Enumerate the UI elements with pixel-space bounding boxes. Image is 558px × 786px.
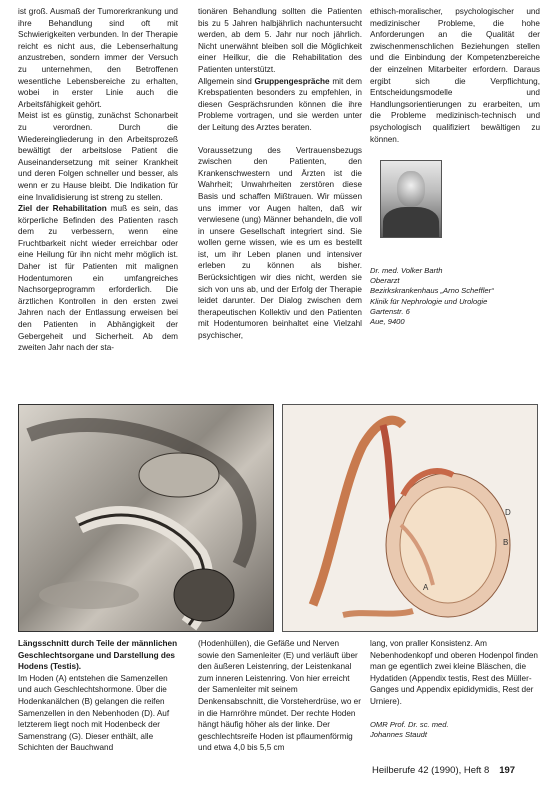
author-street: Gartenstr. 6 — [370, 306, 410, 316]
author-title: Oberarzt — [370, 276, 400, 286]
author-name: Dr. med. Volker Barth — [370, 266, 443, 275]
signature-line-1: OMR Prof. Dr. sc. med. — [370, 719, 449, 729]
testis-illustration — [282, 404, 538, 632]
anatomical-section-illustration — [18, 404, 274, 632]
caption-heading: Längsschnitt durch Teile der männlichen Geschlechtsorgane und Darstellung des Hodens (Testis). — [18, 639, 178, 672]
author-portrait — [380, 160, 442, 238]
caption-column-3 — [370, 638, 540, 740]
author-clinic: Klinik für Nephrologie und Urologie — [370, 296, 488, 306]
caption-column-1 — [18, 638, 182, 754]
paragraph-text: muß es sein, das körperliche Befinden des Patienten rasch dem zu verbessern, wenn eine Fruchtbarkeit nicht wieder erreichbar oder eine Heilung für ihn nicht mehr möglich ist. Daher ist für Patienten mit malignen Hodentumoren ein umfangreiches Nachsorgeprogramm erforderlich. Die ärztlichen Kontrollen in den ersten zwei Jahren nach der Entlassung erweisen bei den Patienten in Abhängigkeit der Gebergeheit und Sicherheit. Ab dem zweiten Jahr nach der sta- — [18, 204, 178, 353]
bold-term: Gruppengespräche — [254, 76, 330, 86]
caption-column-2 — [198, 638, 362, 754]
paragraph: Voraussetzung des Vertrauensbezugs zwischen den Patienten, den Krankenschwestern und Ärzten ist die Wahrheit; Unwahrheiten zerstören diese Basis und schaffen Mißtrauen. Wir müssen uns immer vor Augen halten, daß wir verwiesene (ung) Männer behandeln, die voll in unsere Gesellschaft integriert sind. Sie wollen gerne wissen, wie es um es bestellt ist, um ihr Leben planen und intensiver erleben zu können als bisher. Berücksichtigen wir dies nicht, werden sie sich von uns ab, und der Erfolg der Therapie leidet darunter. Der Dialog zwischen dem therapeutischen Kollektiv und den Patienten mit Hodentumoren beinhaltet eine Vielzahl psychischer, — [198, 145, 362, 341]
paragraph — [18, 203, 178, 354]
author-hospital: Bezirkskrankenhaus „Arno Scheffler“ — [370, 286, 494, 296]
author-block — [370, 266, 550, 327]
figure-label-a: A — [423, 583, 429, 592]
page-number: 197 — [499, 765, 516, 776]
caption-text: Im Hoden (A) entstehen die Samenzellen und auch Geschlechtshormone. Über die Hodenkanälchen (B) gelangen die reifen Samenzellen in den Nebenhoden (D). Auf letzterem liegt noch mit Hodenbeck der Samenstrang (G). Dieser enthält, alle Schichten der Bauchwand — [18, 673, 170, 753]
figure-label-d: D — [505, 508, 511, 517]
page-footer — [372, 765, 515, 776]
anatomy-drawing — [19, 405, 273, 631]
text-column-3 — [370, 6, 540, 145]
paragraph: Meist ist es günstig, zunächst Schonarbeit zu verordnen. Durch die Wiedereingliederung in den Arbeitsprozeß bewältigt der arbeitslose Patient die Auseinandersetzung mit seiner Krankheit und deren Folgen schneller und besser, als wenn er zu Hause bleibt. Die Indikation für eine Invalidisierung ist streng zu stellen. — [18, 111, 178, 202]
signature-line-2: Johannes Staudt — [370, 729, 427, 739]
bold-lead: Ziel der Rehabilitation — [18, 204, 107, 214]
paragraph: ethisch-moralischer, psychologischer und medizinischer Probleme, die hohe Anforderungen an die Qualität der zwischenmenschlichen Beziehungen stellen und die Einbindung der Kompetenzbereiche der einzelnen Mitarbeiter erfordern. Daraus ergibt sich die Verpflichtung, Entscheidungsmodelle und Handlungsorientierungen zu erarbeiten, um die Probleme medizinisch-technisch und psychologisch qualifiziert bewältigen zu können. — [370, 7, 540, 144]
text-column-1 — [18, 6, 178, 354]
paragraph: tionären Behandlung sollten die Patienten bis zu 5 Jahren halbjährlich nachuntersucht werden, ab dem 5. Jahr nur noch jährlich. Nicht unerwähnt bleiben soll die Möglichkeit einer Heilkur, die die Rehabilitation des Patienten unterstützt. — [198, 7, 362, 74]
journal-citation: Heilberufe 42 (1990), Heft 8 — [372, 765, 490, 776]
caption-text: lang, von praller Konsistenz. Am Nebenhodenkopf und oberen Hodenpol finden man ge egentlich zwei kleine Bläschen, die Hydatiden (Appendix testis, Rest des Müller-Ganges und Appendix epididymidis, Rest der Urniere). — [370, 639, 538, 706]
paragraph-text: Allgemein sind — [198, 76, 255, 86]
portrait-face — [397, 171, 425, 207]
figure-label-b: B — [503, 538, 509, 547]
testis-drawing — [283, 405, 537, 631]
paragraph — [198, 76, 362, 134]
paragraph: ist groß. Ausmaß der Tumorerkrankung und ihre Behandlung sind oft mit Schwierigkeiten verbunden. In der Therapie reicht es nicht aus, die Lebenserhaltung anzustreben, sondern immer der Versuch zu unternehmen, den Betroffenen wesentliche Lebensbereiche zu erhalten, wobei in erster Linie auch die Arbeitsfähigkeit gehört. — [18, 7, 178, 109]
text-column-2 — [198, 6, 362, 342]
caption-text: (Hodenhüllen), die Gefäße und Nerven sowie den Samenleiter (E) und verläuft über den äußeren Leistenring, der Leistenkanal zum inneren Leistenring. Von hier erreicht der Samenleiter mit seinem Denkensabschnitt, die Vorsteherdrüse, wo er in die Harnröhre mündet. Der rechte Hoden hängt häufig höher als der linke. Der geschlechtsreife Hoden ist pflaumenförmig und etwa 4,0 bis 5,5 cm — [198, 639, 361, 753]
author-city: Aue, 9400 — [370, 317, 405, 327]
portrait-shoulders — [383, 207, 439, 238]
paragraph-text: mit dem Krebspatienten besonders zu empfehlen, in diesen Gesprächsrunden können die ihre Probleme vortragen, und sie werden unter der Leitung des Arztes beraten. — [198, 76, 362, 132]
